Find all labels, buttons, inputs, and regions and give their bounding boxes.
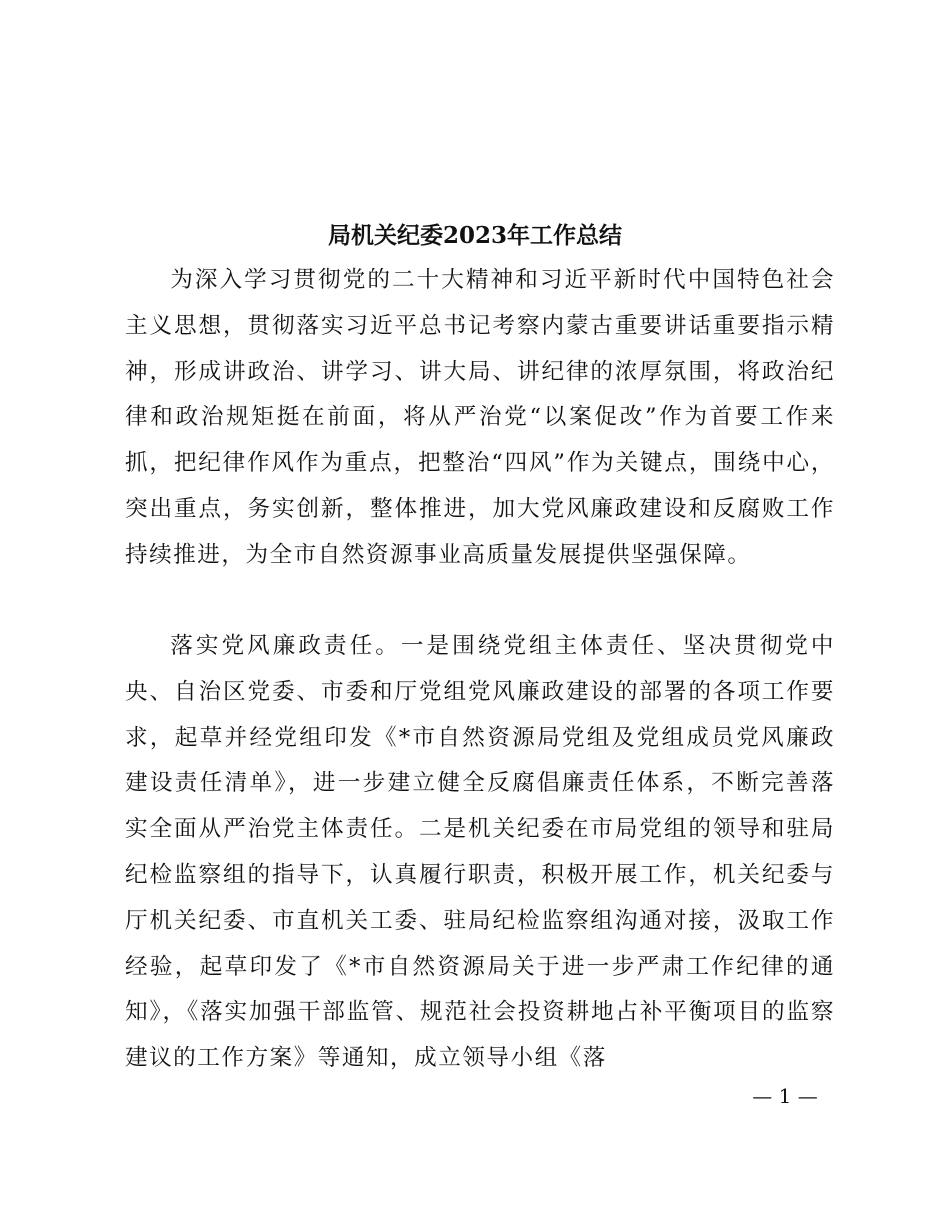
document-title: 局机关纪委2023年工作总结 (327, 222, 622, 249)
paragraph-responsibility: 落实党风廉政责任。一是围绕党组主体责任、坚决贯彻党中央、自治区党委、市委和厅党组党风廉政建设的部署的各项工作要求，起草并经党组印发《*市自然资源局党组及党组成员党风廉政建设责任清单》，进一步建立健全反腐倡廉责任体系，不断完善落实全面从严治党主体责任。二是机关纪委在市局党组的领导和驻局纪检监察组的指导下，认真履行职责，积极开展工作，机关纪委与厅机关纪委、市直机关工委、驻局纪检监察组沟通对接，汲取工作经验，起草印发了《*市自然资源局关于进一步严肃工作纪律的通知》，《落实加强干部监管、规范社会投资耕地占补平衡项目的监察建议的工作方案》等通知，成立领导小组《落 (125, 633, 835, 1072)
paragraph-intro: 为深入学习贯彻党的二十大精神和习近平新时代中国特色社会主义思想，贯彻落实习近平总书记考察内蒙古重要讲话重要指示精神，形成讲政治、讲学习、讲大局、讲纪律的浓厚氛围，将政治纪律和政治规矩挺在前面，将从严治党“以案促改”作为首要工作来抓，把纪律作风作为重点，把整治“四风”作为关键点，围绕中心，突出重点，务实创新，整体推进，加大党风廉政建设和反腐败工作持续推进，为全市自然资源事业高质量发展提供坚强保障。 (125, 267, 835, 568)
page-number: — 1 — (752, 1084, 818, 1108)
